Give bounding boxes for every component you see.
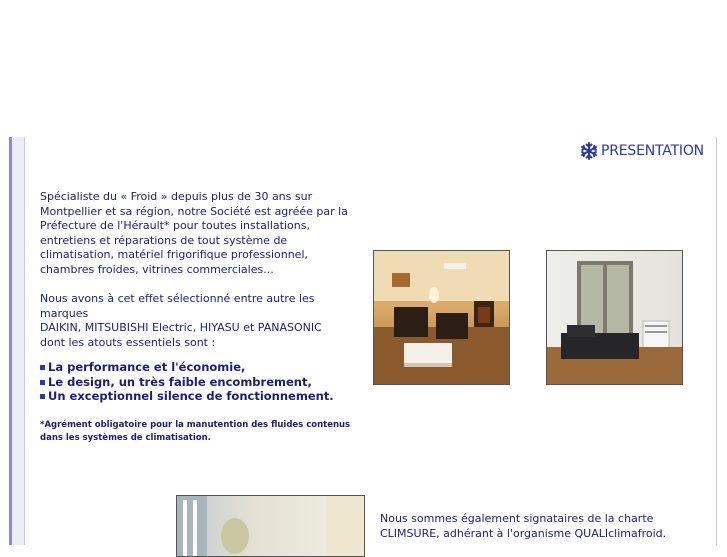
footnote: *Agrément obligatoire pour la manutention des fluides contenus dans les systèmes de climatisation. (40, 420, 351, 443)
feature-label: Le design, un très faible encombrement, (48, 374, 312, 389)
right-border-line (716, 137, 717, 545)
interior-photo (176, 495, 365, 557)
bullet-icon (40, 380, 45, 385)
bottom-line-2: CLIMSURE, adhérant à l'organisme QUALIclimafroid. (380, 526, 667, 540)
feature-item (40, 360, 360, 375)
intro-text (40, 190, 360, 351)
feature-item (40, 375, 360, 390)
living-room-photo (373, 250, 510, 385)
bedroom-photo (546, 250, 683, 385)
feature-label: Un exceptionnel silence de fonctionnement. (48, 389, 334, 404)
intro-paragraph-2-line-2: DAIKIN, MITSUBISHI Electric, HIYASU et PANASONIC (40, 321, 322, 335)
snowflake-icon (580, 142, 598, 160)
bullet-icon (40, 394, 45, 399)
feature-list (40, 360, 360, 404)
feature-item (40, 389, 360, 404)
bottom-line-1: Nous sommes également signataires de la charte (380, 512, 654, 525)
intro-paragraph-2-line-3: dont les atouts essentiels sont : (40, 335, 216, 349)
left-decorative-bar (9, 137, 25, 545)
intro-paragraph-2-line-1: Nous avons à cet effet sélectionné entre autre les marques (40, 292, 315, 320)
bullet-icon (40, 365, 45, 370)
intro-paragraph-1: Spécialiste du « Froid » depuis plus de 30 ans sur Montpellier et sa région, notre Société est agréée par la Préfecture de l'Hérault* pour toutes installations, entretiens et réparations de tout système de climatisation, matériel frigorifique professionnel, chambres froides, vitrines commerciales... (40, 190, 348, 276)
bottom-text (380, 512, 680, 541)
feature-label: La performance et l'économie, (48, 360, 246, 374)
section-title (580, 141, 704, 161)
section-title-label: PRESENTATION (601, 143, 704, 159)
